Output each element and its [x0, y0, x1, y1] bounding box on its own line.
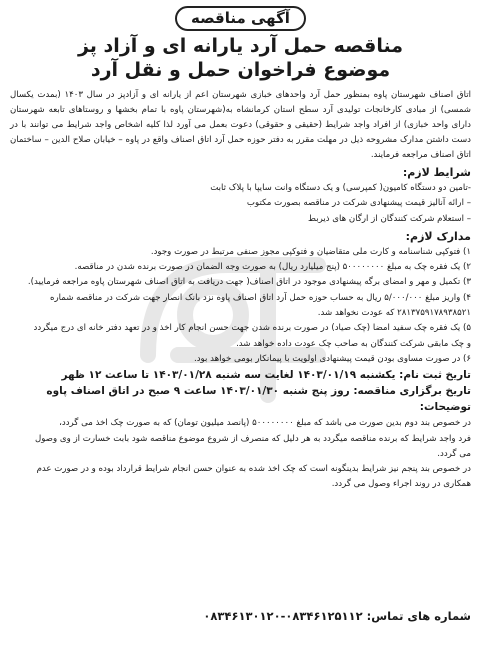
- document-line: ۲۸۱۳۷۵۹۱۷۸۹۳۸۵۲۱ که عودت نخواهد شد.: [317, 308, 471, 319]
- note-line: در خصوص بند دوم بدین صورت می باشد که مبلغ ۵۰۰۰۰۰۰۰۰ (پانصد میلیون تومان) که به صورت چک اخذ می گردد،: [59, 418, 471, 429]
- conditions-title: شرایط لازم:: [402, 166, 471, 179]
- note-line: فرد واجد شرایط که برنده مناقصه میگردد به هر دلیل که منصرف از شروع موضوع مناقصه شود بابت خسارت از وی وصول: [35, 433, 471, 444]
- contact-numbers: شماره های تماس: ۰۸۳۴۶۱۲۵۱۱۲-۰۸۳۴۶۱۳۰۱۲۰: [203, 609, 471, 623]
- document-line: ۱) فتوکپی شناسنامه و کارت ملی متقاضیان و فتوکپی مجوز صنفی مرتبط در صورت وجود.: [150, 246, 471, 257]
- notice-badge: آگهی مناقصه: [175, 6, 306, 31]
- document-line: و چک مابقی شرکت کنندگان به صاحب چک عودت داده خواهد شد.: [236, 338, 471, 349]
- notes-title: توضیحات:: [419, 401, 471, 414]
- condition-item: – ارائه آنالیز قیمت پیشنهادی شرکت در مناقصه بصورت مکتوب: [246, 198, 471, 209]
- documents-title: مدارک لازم:: [405, 229, 471, 243]
- holding-date: تاریخ برگزاری مناقصه: روز پنج شنبه ۱۴۰۳/۰۱/۳۰ ساعت ۹ صبح در اتاق اصناف پاوه: [46, 385, 471, 398]
- document-line: ۳) تکمیل و مهر و امضای برگه پیشنهادی موجود در اتاق اصناف( جهت دریافت به اتاق اصناف شهرستان پاوه مراجعه فرمایید).: [27, 277, 471, 288]
- document-line: ۵) یک فقره چک سفید امضا (چک صیاد) در صورت برنده شدن جهت حسن انجام کار اخذ و در تعهد دفتر خانه ای درج میگردد: [33, 323, 471, 334]
- condition-item: -تامین دو دستگاه کامیون( کمپرسی) و یک دستگاه وانت سایپا با پلاک ثابت: [210, 183, 471, 193]
- note-line: همکاری در روند اجراء وصول می گردد.: [331, 479, 471, 490]
- document-line: ۶) در صورت مساوی بودن قیمت پیشنهادی اولویت با پیمانکار بومی خواهد بود.: [193, 353, 471, 364]
- condition-item: – استعلام شرکت کنندگان از ارگان های ذیربط: [308, 213, 471, 224]
- intro-paragraph: اتاق اصناف شهرستان پاوه بمنظور حمل آرد واحدهای خبازی شهرستان اعم از یارانه ای و آزادپز در سال ۱۴۰۳ (بمدت یکسال شمسی) از مبادی کارخانجات تولیدی آرد سطح استان کرمانشاه به(شهرستان پاوه با تمام بخشها و روستاهای تابعه شهرستان دارای واحد خبازی) از افراد واجد شرایط (حقیقی و حقوقی) دعوت بعمل می آورد لذا کلیه اشخاص واجد شرایط می توانند با در دست داشتن مدارک مشروحه ذیل در مهلت مقرر به دفتر حوزه حمل آرد اتاق اصناف واقع در پاوه – خیابان صلاح الدین – ساختمان اتاق اصناف مراجعه فرمایند.: [10, 90, 471, 160]
- document-line: ۴) واریز مبلغ ۵/۰۰۰/۰۰۰ ریال به حساب حوزه حمل آرد اتاق اصناف پاوه نزد بانک انصار جهت شرکت در مناقصه شماره: [50, 292, 471, 303]
- badge-container: [10, 6, 471, 32]
- note-line: در خصوص بند پنجم نیز شرایط بدینگونه است که چک اخذ شده به عنوان حسن انجام شرایط قرارداد بوده و در صورت عدم: [36, 464, 471, 475]
- document-line: ۲) یک فقره چک به مبلغ ۵۰۰۰۰۰۰۰۰ (پنج میلیارد ریال) به صورت وجه الضمان در صورت برنده شدن در مناقصه.: [74, 262, 471, 273]
- note-line: می گردد.: [437, 448, 471, 459]
- notice-title: مناقصه حمل آرد یارانه ای و آزاد پز: [77, 35, 403, 57]
- notice-subtitle: موضوع فراخوان حمل و نقل آرد: [90, 59, 391, 81]
- registration-date: تاریخ ثبت نام: یکشنبه ۱۴۰۳/۰۱/۱۹ لغایت سه شنبه ۱۴۰۳/۰۱/۲۸ تا ساعت ۱۲ ظهر: [61, 369, 471, 382]
